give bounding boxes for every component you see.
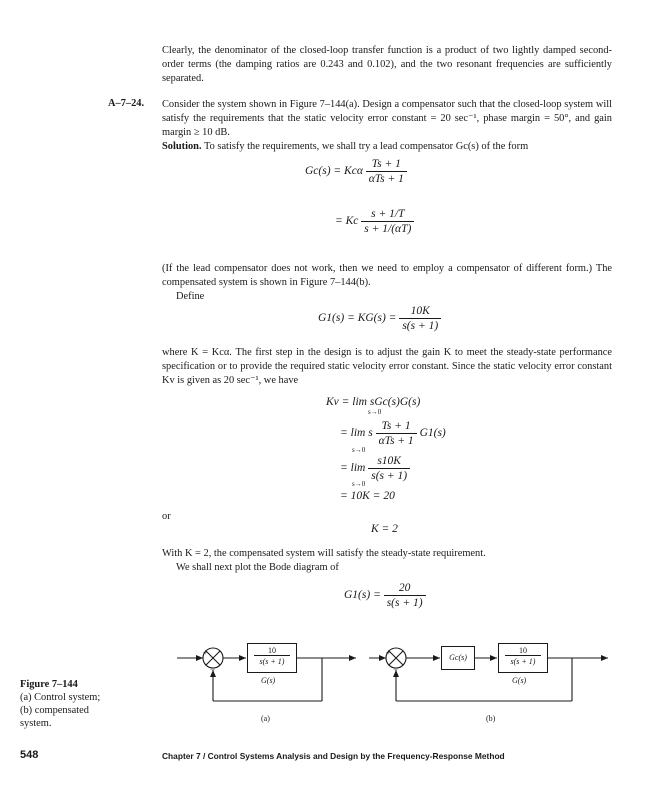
solution-text: To satisfy the requirements, we shall try a lead compensator Gc(s) of the form <box>203 141 529 152</box>
gc2-den: s + 1/(αT) <box>364 223 412 235</box>
diagram-b-minus-sign: − <box>393 664 399 674</box>
diagram-a-plant-den: s(s + 1) <box>259 657 285 666</box>
or-text: or <box>162 511 171 522</box>
kv-lhs: Kv = lim sGc(s)G(s) <box>326 396 421 408</box>
note-text: (If the lead compensator does not work, then we need to employ a compensator of different form.) The compensated system is shown in Figure 7–144(b). <box>162 263 612 288</box>
next-text: We shall next plot the Bode diagram of <box>176 562 339 573</box>
diagram-b-sublabel: (b) <box>486 714 496 723</box>
g1b-den: s(s + 1) <box>386 597 423 609</box>
diagram-b-compensator-block: Gc(s) <box>441 646 475 670</box>
figure-caption-c: system. <box>20 718 52 729</box>
kv2-pre: = lim s <box>340 427 373 440</box>
g1b-num: 20 <box>384 582 426 596</box>
kv2-post: G1(s) <box>419 427 446 440</box>
diagram-a-sublabel: (a) <box>261 714 270 723</box>
kv-lim-sub-1: s→0 <box>368 408 382 416</box>
kv3-den: s(s + 1) <box>371 470 408 482</box>
intro-text: Clearly, the denominator of the closed-loop transfer function is a product of two lightly damped second-order terms (the damping ratios are 0.243 and 0.102), and the two resonant frequencies are sufficiently separated. <box>162 45 612 84</box>
gc-lhs: Gc(s) = Kcα <box>305 165 363 178</box>
gc-num: Ts + 1 <box>366 158 407 172</box>
kv4: = 10K = 20 <box>340 490 395 502</box>
where-text: where K = Kcα. The first step in the design is to adjust the gain K to meet the steady-state performance specification or to provide the required static velocity error constant. Since the static velocity error constant Kv is given as 20 sec⁻¹, we have <box>162 347 612 386</box>
k-result-text: K = 2 <box>371 523 398 535</box>
g1-lhs: G1(s) = KG(s) = <box>318 312 397 325</box>
kv-lim-sub-2: s→0 <box>352 446 366 454</box>
diagram-b <box>369 648 608 701</box>
solution-label: Solution. <box>162 141 202 152</box>
g1-num: 10K <box>399 305 441 319</box>
diagram-b-plus-sign: + <box>386 648 391 657</box>
diagram-a-plant-block <box>247 643 297 673</box>
diagram-a-plus-sign: + <box>203 648 208 657</box>
figure-caption-b: (b) compensated <box>20 705 89 716</box>
figure-title: Figure 7–144 <box>20 679 78 690</box>
problem-number: A–7–24. <box>108 98 145 109</box>
diagram-a-plant-num: 10 <box>254 646 290 656</box>
kv2-den: αTs + 1 <box>378 435 414 447</box>
with-text: With K = 2, the compensated system will satisfy the steady-state requirement. <box>162 548 486 559</box>
diagram-b-plant-label: G(s) <box>512 676 527 685</box>
problem-text: Consider the system shown in Figure 7–144(a). Design a compensator such that the closed-loop system will satisfy the requirements that the static velocity error constant = 20 sec⁻¹, phase margin = 50°, and gain margin ≥ 10 dB. <box>162 99 612 138</box>
diagram-b-plant-den: s(s + 1) <box>510 657 536 666</box>
diagram-b-plant-num: 10 <box>505 646 541 656</box>
kv3-num: s10K <box>368 455 410 469</box>
gc-den: αTs + 1 <box>368 173 404 185</box>
g1-den: s(s + 1) <box>402 320 439 332</box>
g1b-lhs: G1(s) = <box>344 589 381 602</box>
gc2-num: s + 1/T <box>361 208 414 222</box>
kv-lim-sub-3: s→0 <box>352 480 366 488</box>
define-text: Define <box>176 291 205 302</box>
kv3-pre: = lim <box>340 462 366 475</box>
gc2-lhs: = Kc <box>335 215 359 228</box>
page-number: 548 <box>20 749 39 761</box>
diagram-b-plant-block <box>498 643 548 673</box>
chapter-footer: Chapter 7 / Control Systems Analysis and Design by the Frequency-Response Method <box>162 751 505 761</box>
kv2-num: Ts + 1 <box>376 420 417 434</box>
figure-caption-a: (a) Control system; <box>20 692 101 703</box>
diagram-a-plant-label: G(s) <box>261 676 276 685</box>
diagram-a-minus-sign: − <box>210 664 216 674</box>
